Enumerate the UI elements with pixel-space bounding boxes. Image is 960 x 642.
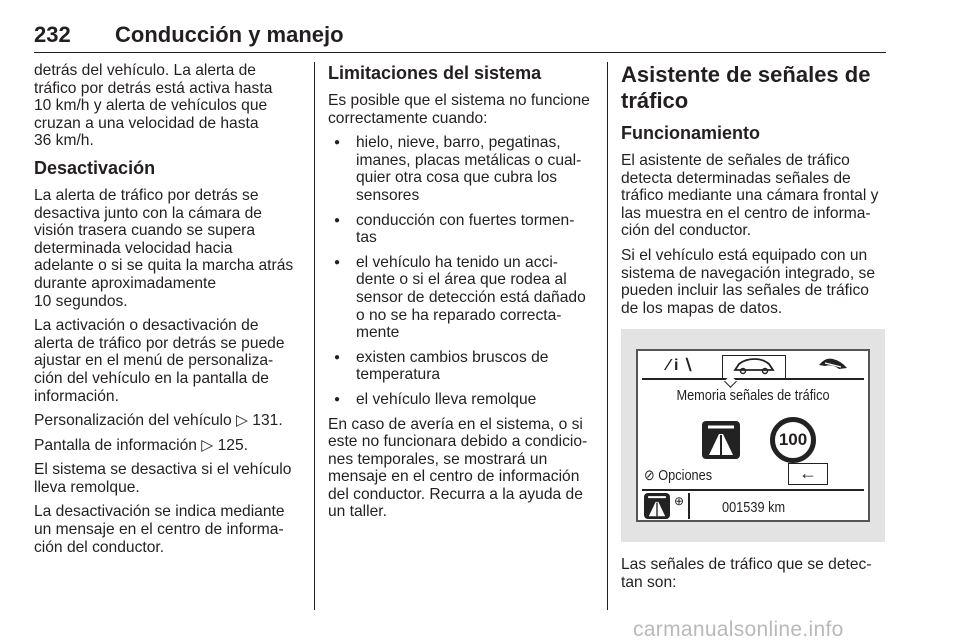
options-label: ⊘ Opciones bbox=[644, 467, 713, 485]
list-item: ● el vehículo ha tenido un acci- dente o si el área que rodea al sensor de detección está dañado o no se ha reparado correcta- mente bbox=[328, 254, 598, 342]
section-heading-limitaciones: Limitaciones del sistema bbox=[328, 63, 542, 83]
column-left bbox=[34, 62, 306, 563]
section-title-asistente: Asistente de señales de tráfico bbox=[621, 62, 871, 113]
column-divider bbox=[314, 62, 315, 610]
cross-reference-link[interactable]: Personalización del vehículo ▷ 131. bbox=[34, 412, 283, 430]
road-sign-tab-icon bbox=[808, 355, 858, 377]
driver-info-screen bbox=[636, 349, 870, 522]
screen-title: Memoria señales de tráfico bbox=[676, 387, 830, 405]
column-divider bbox=[607, 62, 608, 610]
odometer-value: 001539 km bbox=[722, 499, 786, 517]
car-icon bbox=[722, 355, 786, 378]
paragraph: La activación o desactivación de alerta de tráfico por detrás se puede ajustar en el menú de personaliza- ción del vehículo en la pantalla de información. bbox=[34, 317, 285, 405]
section-heading-desactivacion: Desactivación bbox=[34, 157, 156, 178]
motorway-sign-small-icon bbox=[644, 493, 670, 519]
watermark: carmanualsonline.info bbox=[633, 618, 844, 641]
column-right bbox=[621, 62, 887, 599]
motorway-sign-icon bbox=[702, 421, 740, 459]
paragraph: Es posible que el sistema no funcione correctamente cuando: bbox=[328, 92, 590, 127]
display-illustration bbox=[621, 329, 885, 542]
list-item: ● hielo, nieve, barro, pegatinas, imanes, placas metálicas o cual- quier otra cosa que cubra los sensores bbox=[328, 134, 598, 204]
paragraph: La desactivación se indica mediante un mensaje en el centro de informa- ción del conductor. bbox=[34, 503, 285, 556]
bullet-list bbox=[328, 134, 598, 408]
divider bbox=[642, 489, 864, 491]
chapter-title: Conducción y manejo bbox=[115, 22, 344, 47]
list-item: ● el vehículo lleva remolque bbox=[328, 391, 598, 409]
header-rule bbox=[34, 52, 886, 53]
subheading-funcionamiento: Funcionamiento bbox=[621, 123, 760, 143]
intro-paragraph: detrás del vehículo. La alerta de tráfico por detrás está activa hasta 10 km/h y alerta de vehículos que cruzan a una velocidad de hasta 36 km/h. bbox=[34, 62, 273, 150]
paragraph: El sistema se desactiva si el vehículo lleva remolque. bbox=[34, 461, 292, 496]
tab-underline bbox=[642, 378, 864, 380]
plus-icon: ⊕ bbox=[674, 494, 685, 509]
paragraph: En caso de avería en el sistema, o si este no funcionara debido a condicio- nes temporales, se mostrará un mensaje en el centro de información del conductor. Recurra a la ayuda de un taller. bbox=[328, 415, 588, 521]
list-item: ● existen cambios bruscos de temperatura bbox=[328, 349, 598, 384]
speed-limit-sign: 100 bbox=[770, 417, 816, 463]
page-number: 232 bbox=[34, 22, 71, 47]
back-arrow-icon: ← bbox=[788, 463, 828, 485]
paragraph: Si el vehículo está equipado con un sistema de navegación integrado, se pueden incluir las señales de tráfico de los mapas de datos. bbox=[621, 246, 875, 317]
paragraph: El asistente de señales de tráfico detecta determinadas señales de tráfico mediante una cámara frontal y las muestra en el centro de informa- ción del conductor. bbox=[621, 152, 879, 240]
paragraph: Las señales de tráfico que se detec- tan son: bbox=[621, 556, 872, 591]
paragraph: La alerta de tráfico por detrás se desactiva junto con la cámara de visión trasera cuando se supera determinada velocidad hacia adelante o si se quita la marcha atrás durante aproximadamente 10 segundos. bbox=[34, 186, 294, 310]
page-header bbox=[34, 22, 886, 52]
divider bbox=[688, 493, 690, 519]
tab-info: ∕ i ∖ bbox=[666, 357, 694, 375]
cross-reference-link[interactable]: Pantalla de información ▷ 125. bbox=[34, 436, 248, 454]
list-item: ● conducción con fuertes tormen- tas bbox=[328, 212, 598, 247]
column-middle bbox=[328, 62, 598, 528]
screen-tabs bbox=[648, 355, 858, 379]
